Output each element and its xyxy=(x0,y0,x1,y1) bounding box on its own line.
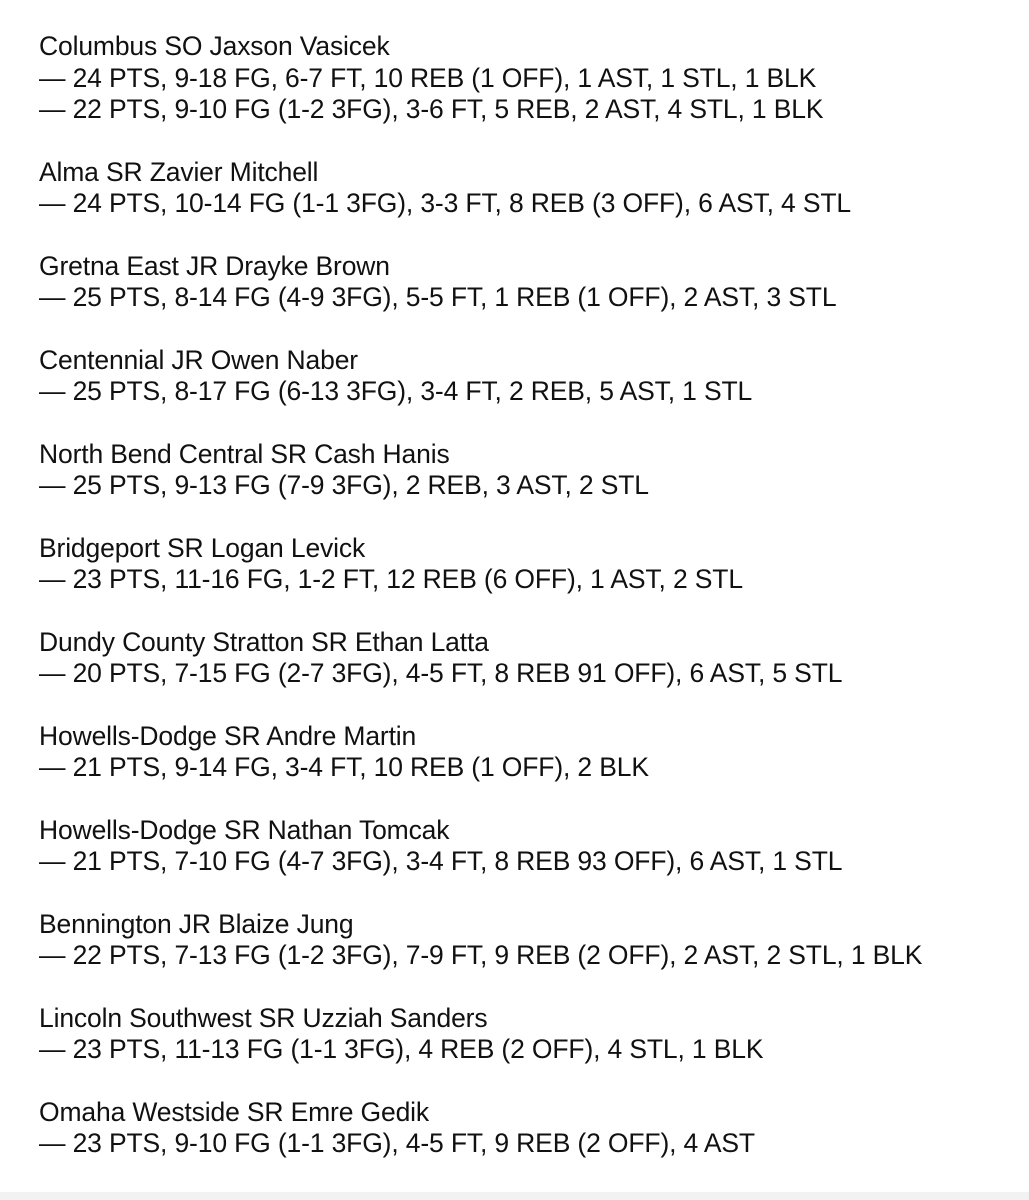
stat-line: — 24 PTS, 10-14 FG (1-1 3FG), 3-3 FT, 8 REB (3 OFF), 6 AST, 4 STL xyxy=(39,188,851,218)
player-entry xyxy=(39,31,1024,126)
player-entry xyxy=(39,439,1024,502)
stat-line: — 22 PTS, 7-13 FG (1-2 3FG), 7-9 FT, 9 REB (2 OFF), 2 AST, 2 STL, 1 BLK xyxy=(39,940,923,970)
stat-line: — 20 PTS, 7-15 FG (2-7 3FG), 4-5 FT, 8 REB 91 OFF), 6 AST, 5 STL xyxy=(39,658,843,688)
player-entry xyxy=(39,345,1024,408)
stat-line: — 21 PTS, 7-10 FG (4-7 3FG), 3-4 FT, 8 REB 93 OFF), 6 AST, 1 STL xyxy=(39,846,843,876)
player-name: Bennington JR Blaize Jung xyxy=(39,908,354,939)
player-entry xyxy=(39,1003,1024,1066)
stat-line: — 25 PTS, 8-17 FG (6-13 3FG), 3-4 FT, 2 REB, 5 AST, 1 STL xyxy=(39,376,753,406)
player-entry xyxy=(39,815,1024,878)
stat-line: — 25 PTS, 9-13 FG (7-9 3FG), 2 REB, 3 AST, 2 STL xyxy=(39,470,649,500)
player-name: Alma SR Zavier Mitchell xyxy=(39,156,319,187)
stat-line: — 22 PTS, 9-10 FG (1-2 3FG), 3-6 FT, 5 REB, 2 AST, 4 STL, 1 BLK xyxy=(39,94,824,124)
bottom-divider xyxy=(0,1192,1029,1200)
player-name: Howells-Dodge SR Nathan Tomcak xyxy=(39,814,450,845)
player-entry xyxy=(39,251,1024,314)
player-name: Gretna East JR Drayke Brown xyxy=(39,250,390,281)
player-name: Centennial JR Owen Naber xyxy=(39,344,358,375)
player-entry xyxy=(39,721,1024,784)
stat-line: — 21 PTS, 9-14 FG, 3-4 FT, 10 REB (1 OFF), 2 BLK xyxy=(39,752,649,782)
stat-line: — 23 PTS, 11-13 FG (1-1 3FG), 4 REB (2 OFF), 4 STL, 1 BLK xyxy=(39,1034,764,1064)
player-entry xyxy=(39,627,1024,690)
stat-line: — 25 PTS, 8-14 FG (4-9 3FG), 5-5 FT, 1 REB (1 OFF), 2 AST, 3 STL xyxy=(39,282,837,312)
stat-line: — 23 PTS, 11-16 FG, 1-2 FT, 12 REB (6 OFF), 1 AST, 2 STL xyxy=(39,564,743,594)
stat-line: — 23 PTS, 9-10 FG (1-1 3FG), 4-5 FT, 9 REB (2 OFF), 4 AST xyxy=(39,1128,755,1158)
player-entry xyxy=(39,1097,1024,1160)
player-name: Dundy County Stratton SR Ethan Latta xyxy=(39,626,489,657)
player-entry xyxy=(39,909,1024,972)
player-name: Omaha Westside SR Emre Gedik xyxy=(39,1096,430,1127)
player-entry xyxy=(39,533,1024,596)
player-name: Bridgeport SR Logan Levick xyxy=(39,532,366,563)
stat-line: — 24 PTS, 9-18 FG, 6-7 FT, 10 REB (1 OFF), 1 AST, 1 STL, 1 BLK xyxy=(39,62,817,93)
player-name: Columbus SO Jaxson Vasicek xyxy=(39,31,390,61)
player-name: Howells-Dodge SR Andre Martin xyxy=(39,720,417,751)
player-entry xyxy=(39,157,1024,220)
player-name: North Bend Central SR Cash Hanis xyxy=(39,438,450,469)
player-list xyxy=(39,31,1024,1191)
player-name: Lincoln Southwest SR Uzziah Sanders xyxy=(39,1002,488,1033)
